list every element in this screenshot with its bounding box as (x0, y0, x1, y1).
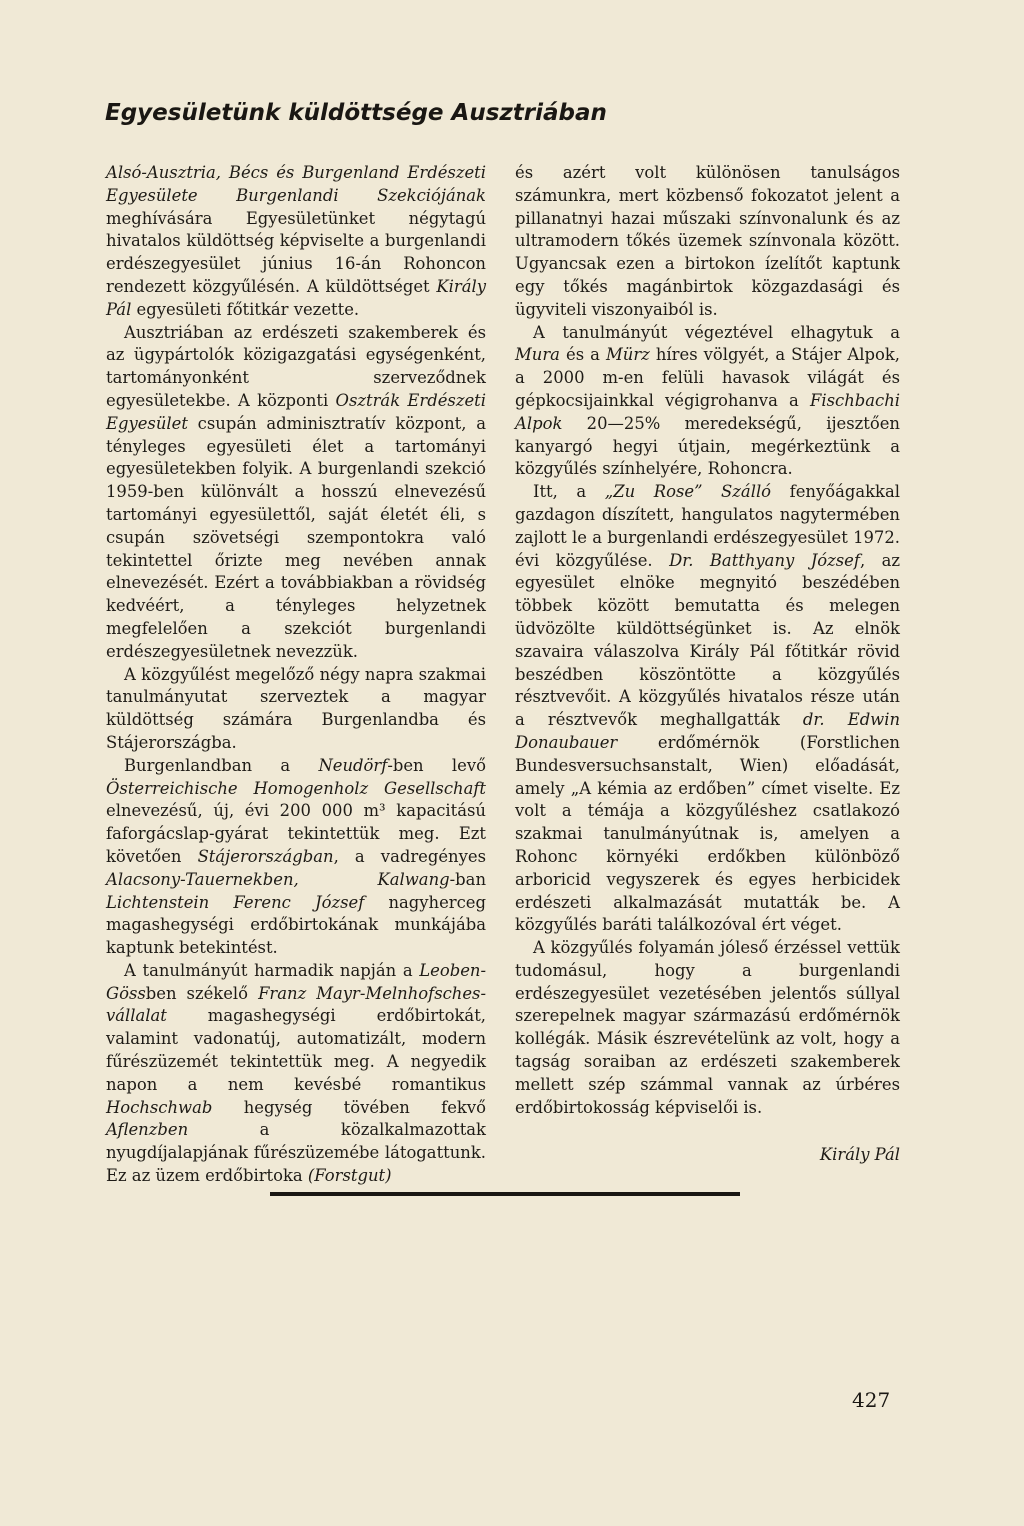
text-segment: fenyőágakkal gazdagon díszített, hangulatos nagytermében zajlott le a burgenlandi erdészegyesület 1972. évi közgyűlése. (515, 482, 900, 570)
section-divider-rule (270, 1192, 740, 1196)
italic-text-segment: Stájerországban (197, 846, 334, 866)
paragraph (515, 322, 900, 482)
italic-text-segment: Hochschwab (106, 1097, 213, 1117)
text-segment: A tanulmányút végeztével elhagytuk a (533, 322, 900, 342)
text-segment: Itt, a (533, 482, 605, 502)
text-segment: meghívására Egyesületünket négytagú hivatalos küldöttség képviselte a burgenlandi erdészegyesület június 16-án Rohoncon rendezett közgyűlésén. A küldöttséget (106, 208, 486, 296)
text-segment: , a vadregényes (333, 846, 486, 866)
text-segment: hegység tövében fekvő (212, 1097, 486, 1117)
text-segment: Ausztriában az erdészeti szakemberek és az ügypártolók közigazgatási egységenként, tartományonként szerveződnek egyesületekbe. A központi (106, 322, 486, 410)
article-column-left (106, 162, 486, 1188)
italic-text-segment: dr. Edwin Donaubauer (515, 710, 901, 752)
paragraph (106, 960, 486, 1188)
text-segment: 20—25% meredekségű, ijesztően kanyargó hegyi útjain, megérkeztünk a közgyűlés színhelyére, Rohoncra. (515, 413, 900, 479)
article-column-right (515, 162, 900, 1119)
italic-text-segment: Österreichische Homogenholz Gesellschaft (106, 778, 486, 798)
italic-text-segment: Osztrák Erdészeti Egyesület (106, 390, 486, 433)
paragraph (515, 481, 900, 937)
italic-text-segment: Aflenzben (106, 1120, 189, 1140)
italic-text-segment: Neudörf (318, 755, 388, 775)
text-segment: A közgyűlést megelőző négy napra szakmai tanulmányutat szerveztek a magyar küldöttség számára Burgenlandba és Stájerországba. (106, 664, 486, 752)
text-segment: egyesületi főtitkár vezette. (131, 299, 360, 319)
text-segment: -ban (449, 869, 486, 889)
italic-text-segment: „Zu Rose” Szálló (604, 482, 772, 502)
text-segment: Burgenlandban a (124, 755, 319, 775)
text-segment: elnevezésű, új, évi 200 000 m³ kapacitású faforgácslap-gyárat tekintettük meg. Ezt követően (106, 801, 486, 866)
text-segment: ben székelő (145, 983, 259, 1003)
text-segment: és azért volt különösen tanulságos számunkra, mert közbenső fokozatot jelent a pillanatnyi hazai műszaki színvonalunk és az ultramodern tőkés üzemek színvonala között. Ugyancsak ezen a birtokon ízelítőt kaptunk egy tőkés magánbirtok közgazdasági és ügyviteli viszonyaiból is. (515, 163, 900, 319)
paragraph (106, 162, 486, 322)
italic-text-segment: Dr. Batthyany József (669, 550, 860, 570)
text-segment: híres völgyét, a Stájer Alpok, a 2000 m-en felüli havasok világát és gépkocsijainkkal végigrohanva a (515, 345, 900, 410)
text-segment: , az egyesület elnöke megnyitó beszédében többek között bemutatta és melegen üdvözölte küldöttségünket is. Az elnök szavaira válaszolva Király Pál főtitkár rövid beszédben köszöntötte a közgyűlés résztvevőit. A közgyűlés hivatalos része után a résztvevők meghallgatták (515, 550, 900, 730)
italic-text-segment: (Forstgut) (307, 1166, 392, 1186)
paragraph (106, 664, 486, 755)
paragraph (106, 755, 486, 960)
italic-text-segment: Leoben-Göss (106, 960, 486, 1003)
italic-text-segment: Franz Mayr-Melnhofsches-vállalat (106, 983, 486, 1026)
italic-text-segment: Alsó-Ausztria, Bécs és Burgenland Erdészeti Egyesülete Burgenlandi Szekciójának (106, 163, 486, 205)
italic-text-segment: Mura (515, 345, 560, 365)
page-number: 427 (852, 1388, 891, 1412)
italic-text-segment: Mürz (606, 345, 650, 365)
paragraph (106, 322, 486, 664)
text-segment: A tanulmányút harmadik napján a (124, 960, 420, 980)
text-segment: A közgyűlés folyamán jóleső érzéssel vettük tudomásul, hogy a burgenlandi erdészegyesület vezetésében jelentős súllyal szerepelnek magyar származású erdőmérnök kollégák. Másik észrevételünk az volt, hogy a tagság soraiban az erdészeti szakemberek mellett szép számmal vannak az úrbéres erdőbirtokosság képviselői is. (515, 938, 900, 1117)
text-segment: -ben levő (387, 755, 486, 775)
paragraph (515, 937, 900, 1119)
article-title: Egyesületünk küldöttsége Ausztriában (105, 100, 607, 126)
author-signature: Király Pál (819, 1145, 900, 1164)
text-segment: a közalkalmazottak nyugdíjalapjának fűrészüzemébe látogattunk. Ez az üzem erdőbirtoka (106, 1120, 486, 1186)
italic-text-segment: Alacsony-Tauernekben, Kalwang (106, 869, 450, 889)
text-segment: erdőmérnök (Forstlichen Bundesversuchsanstalt, Wien) előadását, amely „A kémia az erdőben” címet viselte. Ez volt a témája a közgyűléshez csatlakozó szakmai tanulmányútnak is, amelyen a Rohonc környéki erdőkben különböző arboricid vegyszerek és egyes herbicidek erdészeti alkalmazását mutatták be. A közgyűlés baráti találkozóval ért véget. (515, 732, 900, 935)
italic-text-segment: Fischbachi Alpok (515, 390, 900, 433)
text-segment: magashegységi erdőbirtokát, valamint vadonatúj, automatizált, modern fűrészüzemét tekintettük meg. A negyedik napon a nem kevésbé romantikus (106, 1006, 486, 1094)
text-segment: és a (559, 345, 606, 365)
text-segment: csupán adminisztratív központ, a tényleges egyesületi élet a tartományi egyesületekben folyik. A burgenlandi szekció 1959-ben különvált a hosszú elnevezésű tartományi egyesülettől, saját életét éli, s csupán szövetségi szempontokra való tekintettel őrizte meg nevében annak elnevezését. Ezért a továbbiakban a rövidség kedvéért, a tényleges helyzetnek megfelelően a szekciót burgenlandi erdészegyesületnek nevezzük. (106, 413, 486, 661)
paragraph (515, 162, 900, 322)
italic-text-segment: Lichtenstein Ferenc József (106, 892, 365, 912)
text-segment: nagyherceg magashegységi erdőbirtokának munkájába kaptunk betekintést. (106, 892, 486, 958)
italic-text-segment: Király Pál (106, 276, 486, 319)
